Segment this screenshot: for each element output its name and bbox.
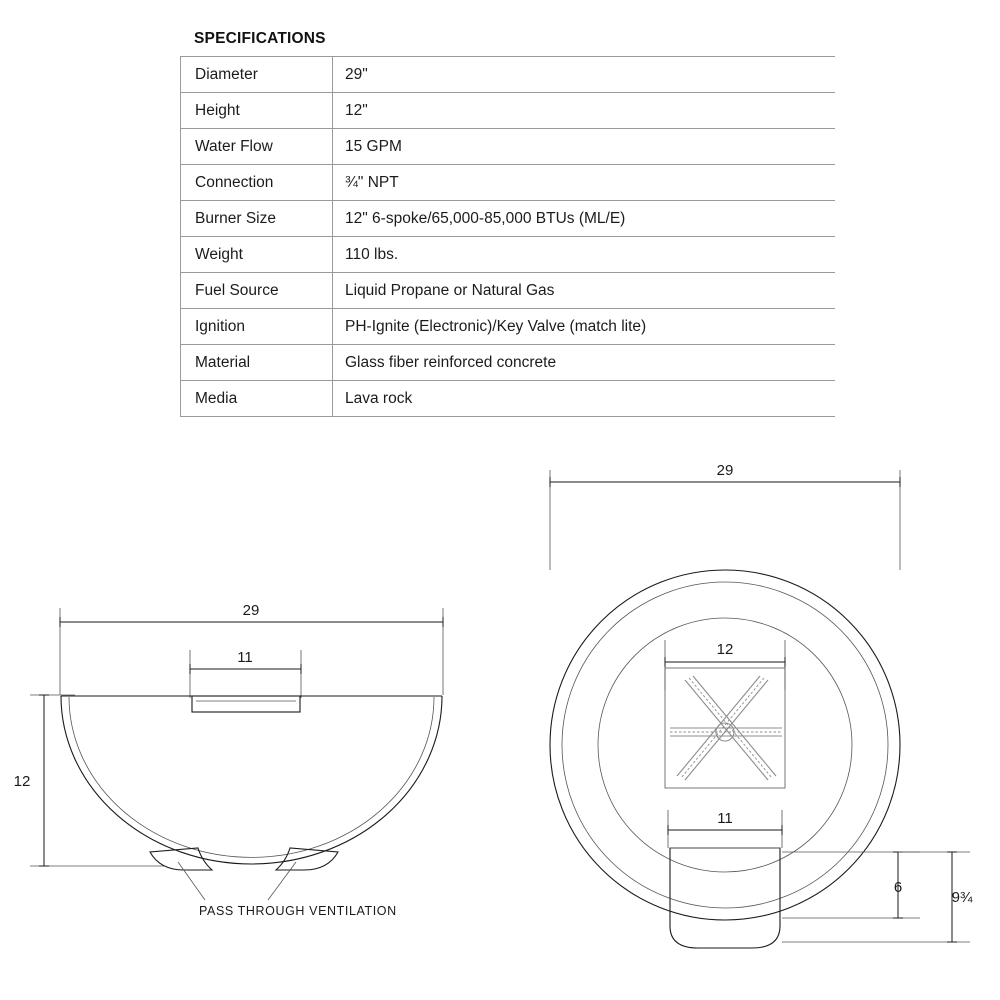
top-diameter-label: 29 [716, 462, 734, 479]
side-width-label: 29 [242, 602, 260, 619]
side-opening-label: 11 [237, 649, 253, 666]
spec-value: 12" [333, 93, 836, 129]
burner-spoke-icon [670, 676, 782, 780]
spec-value: PH-Ignite (Electronic)/Key Valve (match lite) [333, 309, 836, 345]
spec-value: 110 lbs. [333, 237, 836, 273]
offset-label: 9¾ [951, 889, 973, 906]
spec-label: Water Flow [181, 129, 333, 165]
table-row [181, 93, 836, 129]
spec-value: Liquid Propane or Natural Gas [333, 273, 836, 309]
spec-label: Diameter [181, 57, 333, 93]
page-title: SPECIFICATIONS [194, 30, 326, 47]
spec-value: Glass fiber reinforced concrete [333, 345, 836, 381]
table-row [181, 201, 836, 237]
spec-value: ¾" NPT [333, 165, 836, 201]
spec-value: 15 GPM [333, 129, 836, 165]
side-height-label: 12 [13, 773, 31, 790]
spec-label: Media [181, 381, 333, 417]
specifications-block [180, 30, 835, 417]
spec-label: Weight [181, 237, 333, 273]
ventilation-note: PASS THROUGH VENTILATION [199, 904, 397, 918]
table-row [181, 381, 836, 417]
spec-label: Material [181, 345, 333, 381]
spec-value: Lava rock [333, 381, 836, 417]
table-row [181, 129, 836, 165]
spec-label: Burner Size [181, 201, 333, 237]
top-plan-drawing [500, 440, 1000, 985]
spec-label: Fuel Source [181, 273, 333, 309]
spec-label: Connection [181, 165, 333, 201]
specifications-table [180, 56, 835, 417]
table-row [181, 345, 836, 381]
spec-value: 12" 6-spoke/65,000-85,000 BTUs (ML/E) [333, 201, 836, 237]
table-row [181, 165, 836, 201]
spout-depth-label: 6 [893, 879, 903, 896]
burner-size-label: 12 [716, 641, 734, 658]
spec-label: Ignition [181, 309, 333, 345]
spec-value: 29" [333, 57, 836, 93]
spout-width-label: 11 [717, 810, 733, 827]
table-row [181, 273, 836, 309]
spec-label: Height [181, 93, 333, 129]
table-row [181, 309, 836, 345]
side-elevation-drawing [0, 570, 500, 975]
table-row [181, 237, 836, 273]
table-row [181, 57, 836, 93]
